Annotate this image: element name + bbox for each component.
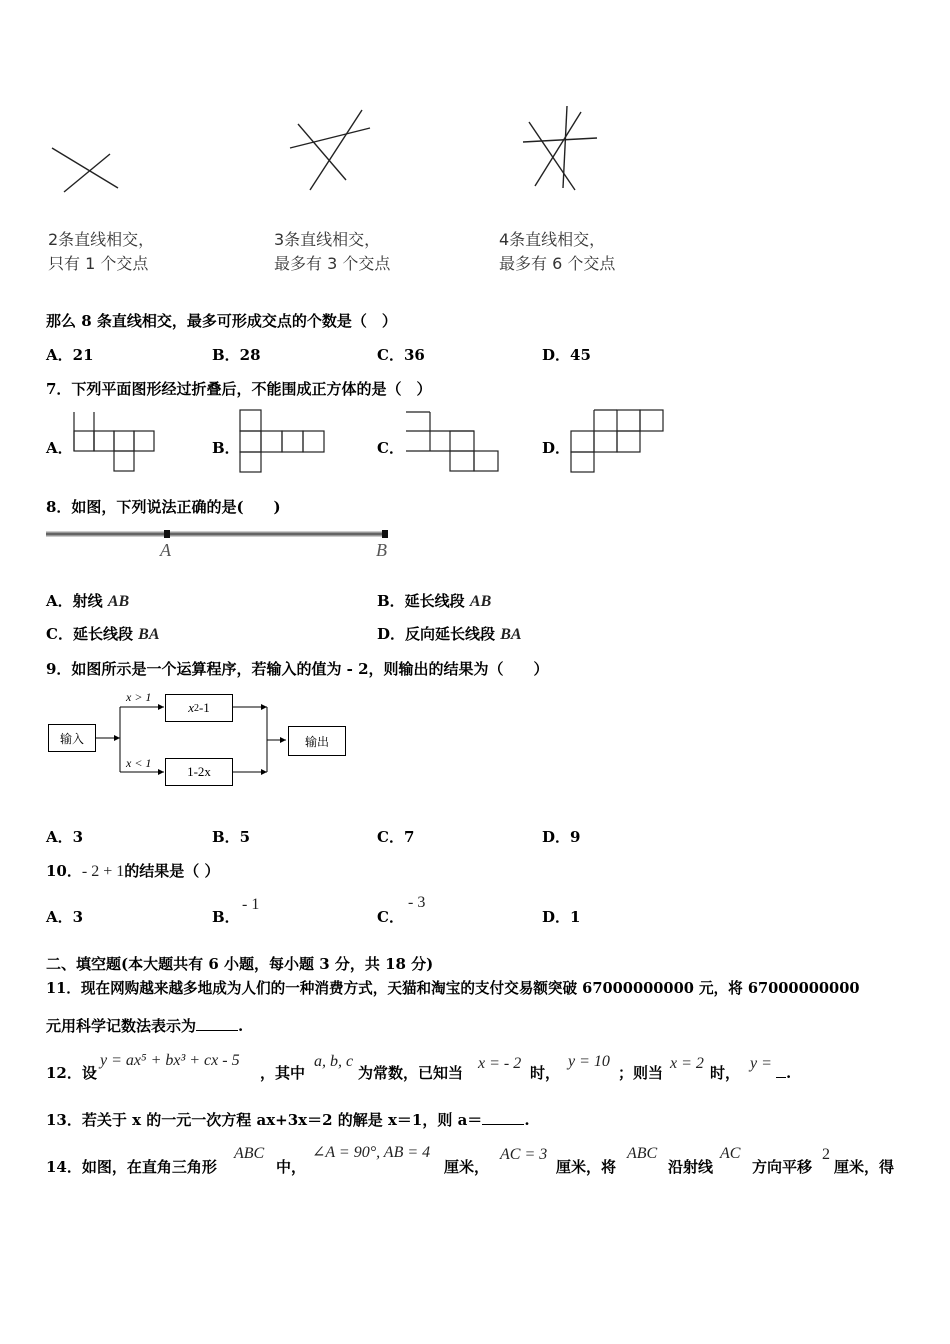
q7-net-d [569,408,669,474]
three-lines-figure [280,100,380,200]
q8-option-c: C．延长线段 BA [46,625,160,643]
question-8-stem: 8．如图，下列说法正确的是( ) [46,498,281,516]
q10-option-c: C． [377,908,404,926]
q10-option-c-value: - 3 [408,894,426,911]
q11-answer-blank[interactable] [196,1016,238,1031]
q12-answer-blank[interactable] [776,1063,786,1078]
q12-constants: a, b, c [314,1053,354,1070]
two-lines-figure [40,140,130,200]
q14-text-4: 厘米，将 [556,1158,617,1176]
q6-option-b: B．28 [212,346,261,364]
caption-two-lines: 2条直线相交， 只有 1 个交点 [48,230,155,273]
q9-option-d: D．9 [542,828,581,846]
q7-option-d-label: D． [542,439,571,457]
flow-condition-bottom: x < 1 [126,756,152,770]
flow-box-one-minus-two-x: 1-2x [165,758,233,786]
q8-line-figure [44,526,404,570]
q14-text-1: 14．如图，在直角三角形 [46,1158,217,1176]
question-9-stem: 9．如图所示是一个运算程序，若输入的值为 - 2，则输出的结果为（ ） [46,660,549,678]
q10-option-b: B． [212,908,240,926]
question-7-stem: 7．下列平面图形经过折叠后，不能围成正方体的是（ ） [46,380,432,398]
q9-option-c: C．7 [377,828,415,846]
q12-text-5: 时， [710,1064,741,1082]
section-2-title: 二、填空题(本大题共有 6 小题，每小题 3 分，共 18 分) [46,955,434,973]
q14-text-2: 中， [276,1158,307,1176]
q10-option-d: D．1 [542,908,581,926]
question-10-stem: 10．- 2 + 1的结果是（ ） [46,862,220,880]
question-12: 12．设 [46,1064,97,1082]
flow-condition-top: x > 1 [126,690,152,704]
q9-flowchart [46,688,356,790]
q14-text-7: 厘米，得 [834,1158,895,1176]
q10-option-b-value: - 1 [242,896,260,913]
q12-expression: y = ax⁵ + bx³ + cx - 5 [100,1052,240,1069]
q7-net-a [72,410,162,474]
q12-text-2: 为常数，已知当 [358,1064,464,1082]
q14-triangle-2: ABC [627,1145,658,1162]
q10-option-a: A．3 [46,908,84,926]
q12-condition-1: x = - 2 [478,1055,522,1072]
caption-four-lines: 4条直线相交， 最多有 6 个交点 [499,230,616,273]
q12-text-1: ，其中 [260,1064,306,1082]
question-11-line2: 元用科学记数法表示为 . [46,1017,244,1035]
q6-option-d: D．45 [542,346,591,364]
q6-option-c: C．36 [377,346,425,364]
q8-option-d: D．反向延长线段 BA [377,625,522,643]
q12-value-1: y = 10 [568,1053,610,1070]
q14-text-5: 沿射线 [668,1158,714,1176]
four-lines-figure [515,100,615,200]
q6-option-a: A．21 [46,346,94,364]
q12-text-4: ；则当 [618,1064,664,1082]
q8-point-b-label: B [376,540,387,560]
q9-option-a: A．3 [46,828,84,846]
q7-net-b [238,408,328,474]
q7-net-c [404,410,504,474]
q14-condition-2: AC = 3 [500,1146,548,1163]
q12-ask: y = [750,1055,772,1072]
q7-option-b-label: B． [212,439,240,457]
question-11-line1: 11．现在网购越来越多地成为人们的一种消费方式，天猫和淘宝的支付交易额突破 67000000000 元，将 67000000000 [46,980,860,997]
q8-option-b: B．延长线段 AB [377,592,492,610]
question-6-stem: 那么 8 条直线相交，最多可形成交点的个数是（ ） [46,312,397,330]
question-13: 13．若关于 x 的一元一次方程 ax+3x＝2 的解是 x＝1，则 a＝ . [46,1111,530,1129]
flow-output-box: 输出 [288,726,346,756]
q7-option-a-label: A． [46,439,73,457]
q7-option-c-label: C． [377,439,404,457]
q14-distance: 2 [822,1146,830,1163]
q12-answer: . [776,1063,791,1083]
q14-text-3: 厘米， [444,1158,490,1176]
q8-point-a-label: A [160,540,171,560]
q14-condition-1: ∠A = 90°, AB = 4 [312,1144,431,1161]
flow-input-box: 输入 [48,724,96,752]
q8-option-a: A．射线 AB [46,592,130,610]
q12-condition-2: x = 2 [670,1055,704,1072]
q14-ray: AC [720,1145,741,1162]
flow-box-square-minus-one: x 2 -1 [165,694,233,722]
q9-option-b: B．5 [212,828,251,846]
q14-text-6: 方向平移 [752,1158,813,1176]
q14-triangle: ABC [234,1145,265,1162]
q13-answer-blank[interactable] [482,1110,524,1125]
caption-three-lines: 3条直线相交， 最多有 3 个交点 [274,230,391,273]
q12-text-3: 时， [530,1064,561,1082]
